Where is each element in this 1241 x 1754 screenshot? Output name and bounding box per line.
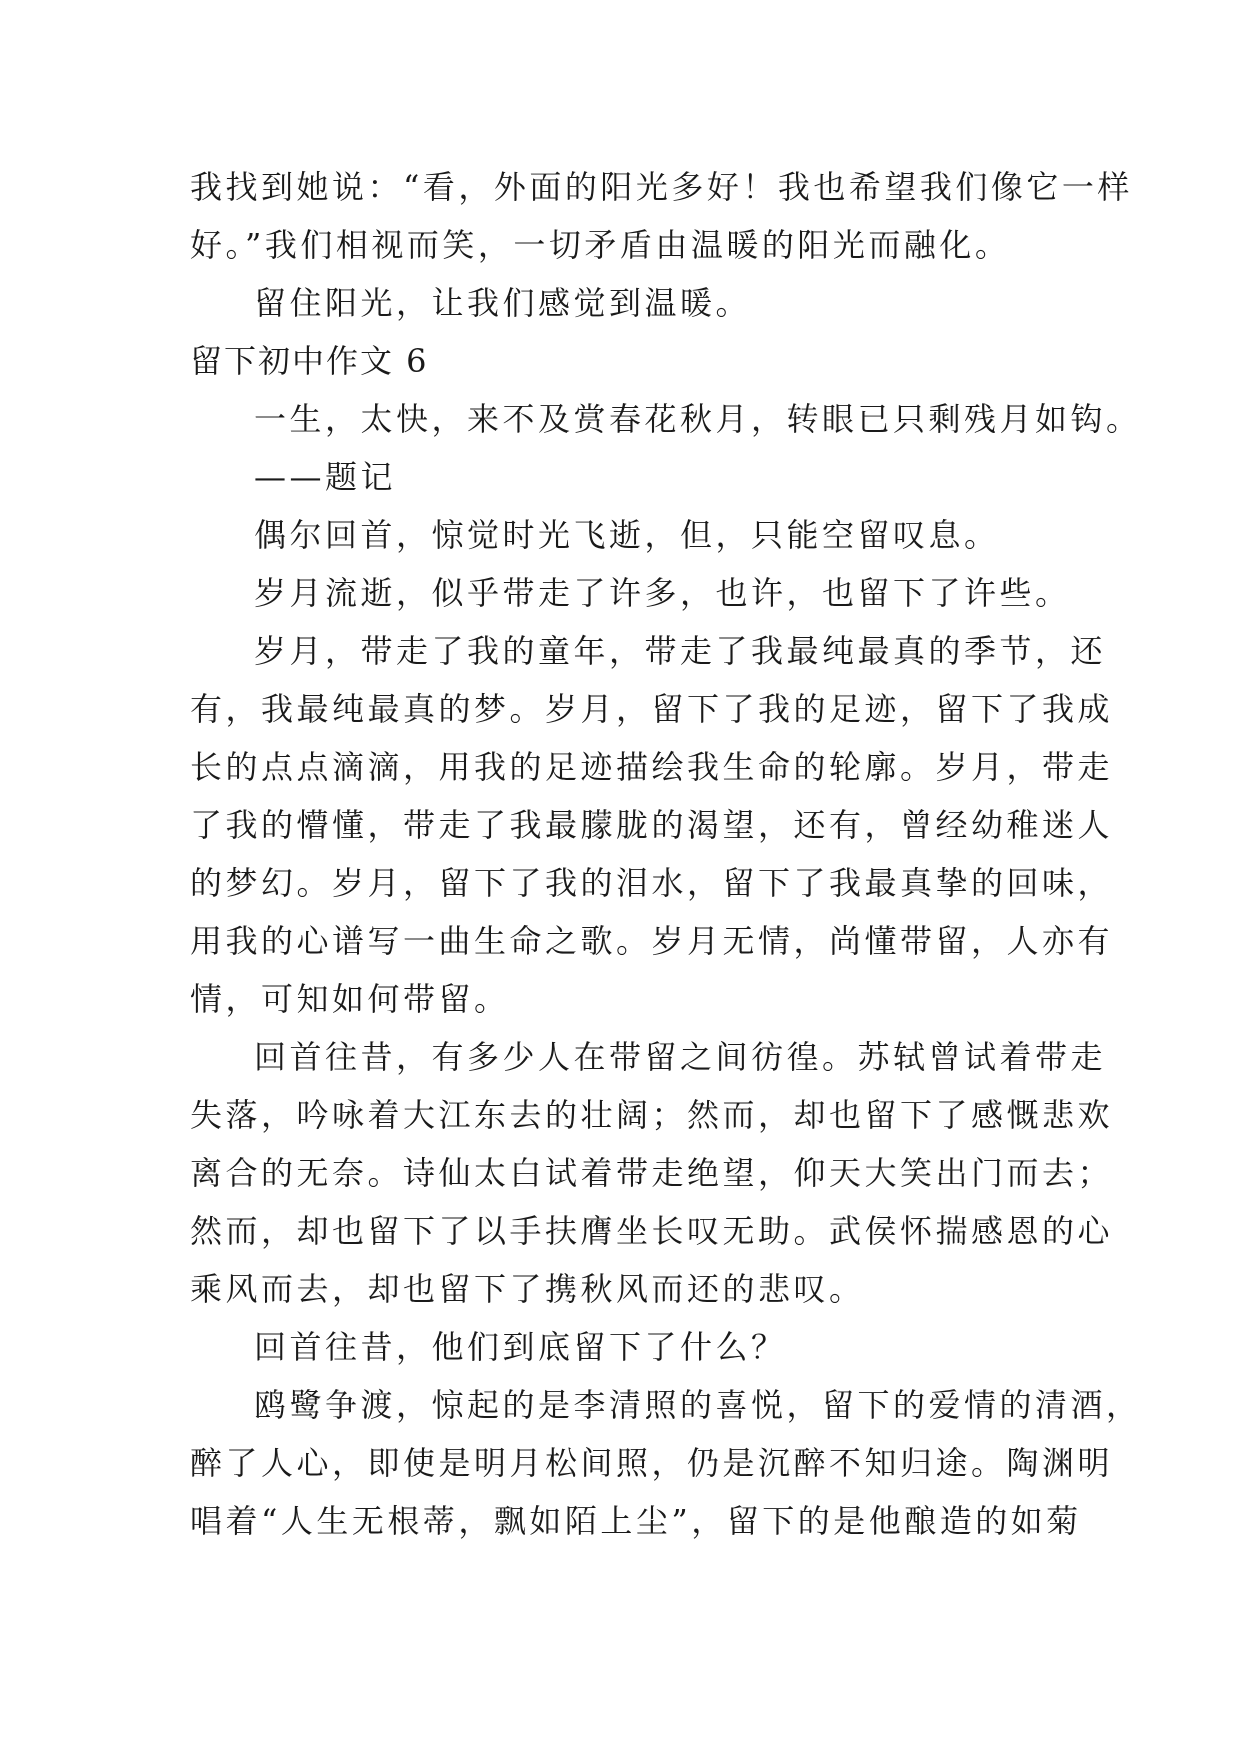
text-line: 唱着“人生无根蒂，飘如陌上尘”，留下的是他酿造的如菊	[190, 1502, 1082, 1540]
text-line: 留住阳光，让我们感觉到温暖。	[254, 284, 752, 322]
text-line: 有，我最纯最真的梦。岁月，留下了我的足迹，留下了我成	[190, 690, 1114, 728]
text-line: 失落，吟咏着大江东去的壮阔；然而，却也留下了感慨悲欢	[190, 1096, 1114, 1134]
text-line: 回首往昔，他们到底留下了什么？	[254, 1328, 787, 1366]
text-line: 离合的无奈。诗仙太白试着带走绝望，仰天大笑出门而去；	[190, 1154, 1114, 1192]
text-line: 回首往昔，有多少人在带留之间彷徨。苏轼曾试着带走	[254, 1038, 1107, 1076]
text-line: 乘风而去，却也留下了携秋风而还的悲叹。	[190, 1270, 865, 1308]
text-line: 然而，却也留下了以手扶膺坐长叹无助。武侯怀揣感恩的心	[190, 1212, 1114, 1250]
section-heading: 留下初中作文 6	[190, 342, 429, 380]
text-line: 岁月，带走了我的童年，带走了我最纯最真的季节，还	[254, 632, 1107, 670]
text-line: 鸥鹭争渡，惊起的是李清照的喜悦，留下的爱情的清酒，	[254, 1386, 1142, 1424]
text-line: ——题记	[254, 458, 397, 496]
text-line: 醉了人心，即使是明月松间照，仍是沉醉不知归途。陶渊明	[190, 1444, 1114, 1482]
text-line: 我找到她说：“看，外面的阳光多好！我也希望我们像它一样	[190, 168, 1133, 206]
text-line: 长的点点滴滴，用我的足迹描绘我生命的轮廓。岁月，带走	[190, 748, 1114, 786]
text-line: 了我的懵懂，带走了我最朦胧的渴望，还有，曾经幼稚迷人	[190, 806, 1114, 844]
text-line: 的梦幻。岁月，留下了我的泪水，留下了我最真挚的回味，	[190, 864, 1114, 902]
text-line: 岁月流逝，似乎带走了许多，也许，也留下了许些。	[254, 574, 1071, 612]
text-line: 用我的心谱写一曲生命之歌。岁月无情，尚懂带留，人亦有	[190, 922, 1114, 960]
text-line: 情，可知如何带留。	[190, 980, 510, 1018]
text-line: 偶尔回首，惊觉时光飞逝，但，只能空留叹息。	[254, 516, 1000, 554]
document-body	[190, 158, 1142, 1550]
text-line: 好。”我们相视而笑，一切矛盾由温暖的阳光而融化。	[190, 226, 1011, 264]
text-line: 一生，太快，来不及赏春花秋月，转眼已只剩残月如钩。	[254, 400, 1142, 438]
